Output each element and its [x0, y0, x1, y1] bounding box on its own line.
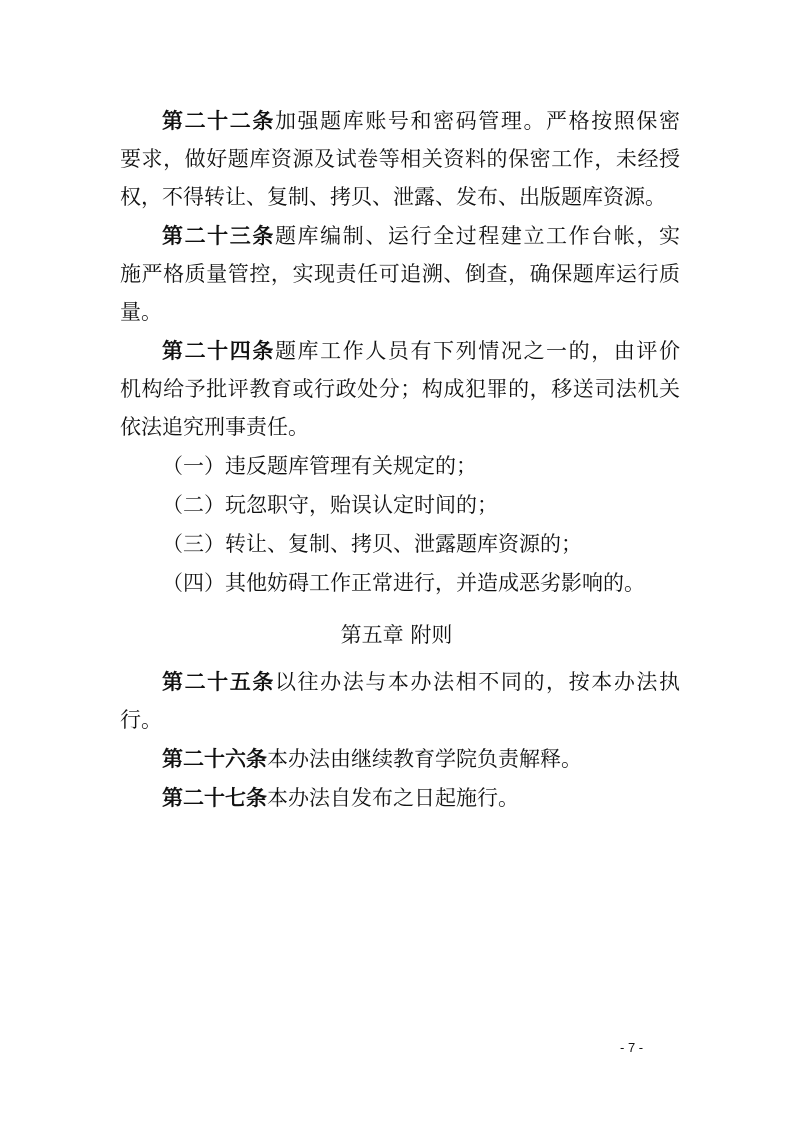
chapter-5-heading: 第五章 附则: [340, 623, 453, 647]
article-24-text-1: 题库工作人员有下列情况之一的，由评价: [274, 339, 680, 363]
article-24-line-1: [162, 333, 680, 369]
article-24-line-2: 机构给予批评教育或行政处分；构成犯罪的，移送司法机关: [120, 377, 680, 401]
article-27-text: 本办法自发布之日起施行。: [267, 786, 519, 810]
article-25-line-1: [162, 664, 680, 700]
article-22-line-1: [162, 103, 680, 139]
article-25-text-1: 以往办法与本办法相不同的，按本办法执: [274, 670, 680, 694]
article-23-line-3: 量。: [120, 300, 162, 324]
article-25-label: 第二十五条: [162, 670, 275, 694]
article-27-line: [162, 780, 680, 816]
article-26-text: 本办法由继续教育学院负责解释。: [267, 747, 582, 771]
article-24-item-1: （一）违反题库管理有关规定的；: [162, 454, 477, 478]
article-22-line-2: 要求，做好题库资源及试卷等相关资料的保密工作，未经授: [120, 147, 680, 171]
article-26-line: [162, 741, 680, 777]
article-25-line-2: 行。: [120, 708, 162, 732]
article-22-label: 第二十二条: [162, 109, 275, 133]
article-23-label: 第二十三条: [162, 224, 275, 248]
article-22-line-3: 权，不得转让、复制、拷贝、泄露、发布、出版题库资源。: [120, 185, 666, 209]
article-22-text-1: 加强题库账号和密码管理。严格按照保密: [274, 109, 680, 133]
page-number: - 7 -: [620, 1040, 644, 1055]
article-24-item-3: （三）转让、复制、拷贝、泄露题库资源的；: [162, 532, 582, 556]
article-26-label: 第二十六条: [162, 747, 267, 771]
article-24-label: 第二十四条: [162, 339, 275, 363]
article-24-line-3: 依法追究刑事责任。: [120, 415, 309, 439]
article-24-item-4: （四）其他妨碍工作正常进行，并造成恶劣影响的。: [162, 571, 645, 595]
article-23-text-1: 题库编制、运行全过程建立工作台帐，实: [274, 224, 680, 248]
article-24-item-2: （二）玩忽职守，贻误认定时间的；: [162, 493, 498, 517]
article-23-line-1: [162, 218, 680, 254]
article-27-label: 第二十七条: [162, 786, 267, 810]
article-23-line-2: 施严格质量管控，实现责任可追溯、倒查，确保题库运行质: [120, 262, 680, 286]
